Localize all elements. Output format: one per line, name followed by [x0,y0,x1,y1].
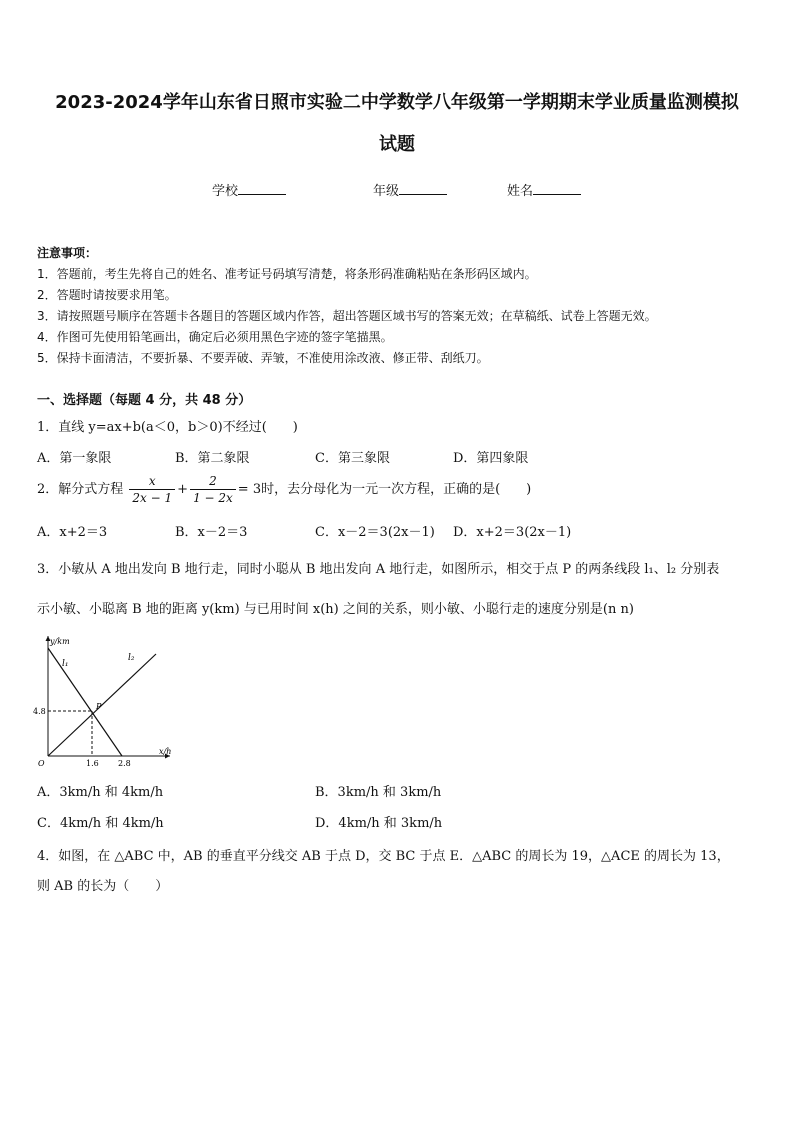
exam-title-line2: 试题 [379,134,415,155]
q2-option-d: D．x+2＝3(2x－1) [453,525,572,540]
exam-title-line1: 2023-2024学年山东省日照市实验二中学数学八年级第一学期期末学业质量监测模拟 [55,92,739,113]
line-l1 [48,648,122,756]
school-label: 学校 [212,184,239,199]
y-tick-label: 4.8 [33,707,46,716]
q2-frac1-num: x [129,473,175,490]
q2-plus: + [177,482,189,497]
notes-item: 2．答题时请按要求用笔。 [37,288,177,302]
q2-fraction-1 [129,473,175,506]
q2-frac2-num: 2 [190,473,236,490]
grade-field [373,180,447,199]
point-p-label: P [96,702,102,711]
y-axis-label: y/km [50,637,70,646]
q4-stem-line2: 则 AB 的长为（ ） [37,879,169,894]
notes-block [37,243,657,369]
q2-frac1-den: 2x − 1 [132,491,173,505]
q2-fraction-2 [190,473,236,506]
q2-option-c: C．x－2＝3(2x－1) [315,525,435,540]
grade-blank [399,182,447,195]
name-label: 姓名 [507,184,534,199]
q1-option-a: A．第一象限 [37,451,112,466]
notes-heading: 注意事项： [37,246,98,260]
q1-option-b: B．第二象限 [175,451,250,466]
grade-label: 年级 [373,184,400,199]
l1-label: l₁ [62,659,69,669]
q3-graph [30,630,180,770]
q2-equals: = 3 [237,482,262,497]
q3-option-c: C．4km/h 和 4km/h [37,816,164,831]
q2-option-b: B．x－2＝3 [175,525,248,540]
x-tick-label-1: 1.6 [86,759,99,768]
q2-stem [37,473,531,506]
q4-stem-line1: 4．如图，在 △ABC 中，AB 的垂直平分线交 AB 于点 D，交 BC 于点 E．△ABC 的周长为 19，△ACE 的周长为 13， [37,849,730,864]
q2-option-a: A．x+2＝3 [37,525,108,540]
section-heading: 一、选择题（每题 4 分，共 48 分） [37,393,252,408]
line-l2 [48,654,156,756]
notes-item: 3．请按照题号顺序在答题卡各题目的答题区域内作答，超出答题区域书写的答案无效；在草稿纸、试卷上答题无效。 [37,309,657,323]
q2-suffix: 时，去分母化为一元一次方程，正确的是( ) [261,482,532,497]
x-axis-label: x/h [159,747,172,756]
q1-option-c: C．第三象限 [315,451,390,466]
notes-item: 4．作图可先使用铅笔画出，确定后必须用黑色字迹的签字笔描黑。 [37,330,393,344]
q3-stem-line2: 示小敏、小聪离 B 地的距离 y(km) 与已用时间 x(h) 之间的关系，则小敏、小聪行走的速度分别是(n n) [37,602,634,617]
q3-stem-line1: 3．小敏从 A 地出发向 B 地行走，同时小聪从 B 地出发向 A 地行走，如图所示，相交于点 P 的两条线段 l₁、l₂ 分别表 [37,562,720,577]
q1-stem: 1．直线 y=ax+b(a＜0，b＞0)不经过( ) [37,420,298,435]
q3-option-a: A．3km/h 和 4km/h [37,785,164,800]
q3-option-b: B．3km/h 和 3km/h [315,785,442,800]
origin-label: O [38,759,45,768]
school-field [212,180,286,199]
school-blank [238,182,286,195]
name-field [507,180,581,199]
notes-item: 5．保持卡面清洁，不要折暴、不要弄破、弄皱，不准使用涂改液、修正带、刮纸刀。 [37,351,489,365]
q2-frac2-den: 1 − 2x [193,491,233,505]
l2-label: l₂ [128,653,135,663]
notes-item: 1．答题前，考生先将自己的姓名、准考证号码填写清楚，将条形码准确粘贴在条形码区域内。 [37,267,537,281]
q2-prefix: 2．解分式方程 [37,482,124,497]
x-tick-label-2: 2.8 [118,759,131,768]
q1-option-d: D．第四象限 [453,451,529,466]
name-blank [533,182,581,195]
q3-option-d: D．4km/h 和 3km/h [315,816,443,831]
